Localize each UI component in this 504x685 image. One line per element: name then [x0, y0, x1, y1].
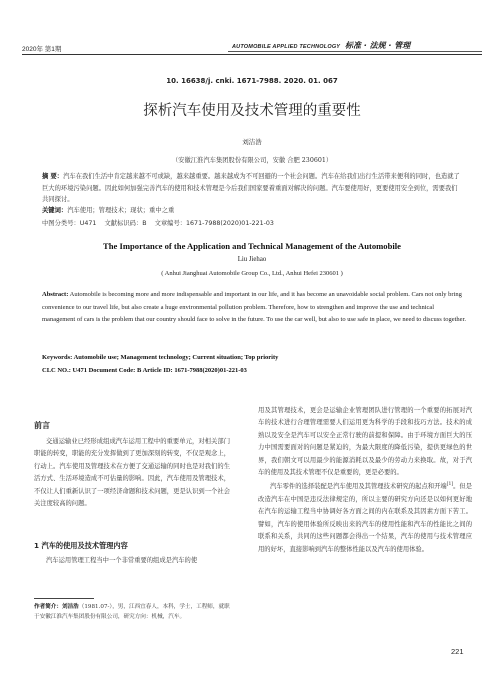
preface-paragraph: 交通运输业已经形成组成汽车运用工程中的重要单元，对相关部门职能的转变，职能的充分发挥做到了更加深刻的转变，不仅是观念上，行动上。汽车使用及管理技术在方便了交通运输的同时也是对我们的生活方式、生活环境造成不可估量的影响。因此，汽车使用及管理技术，不仅让人们重新认识了一项经济命题和技术问题，更是认识到一个社会关注度较高的问题。 [34, 438, 230, 508]
title-en: The Importance of the Application and Technical Management of the Automobile [103, 241, 401, 251]
article-id-label: 文章编号： [154, 220, 187, 227]
issue-label: 2020年 第1期 [22, 46, 62, 53]
doc-code-label: 文献标识码： [104, 220, 143, 227]
keywords-en: Keywords: Automobile use; Management technology; Current situation; Top priority [42, 354, 279, 361]
section-1-paragraph: 汽车运用管理工程当中一个非常重要的组成是汽车的使 [46, 557, 198, 564]
article-id-value: 1671-7988(2020)01-221-03 [186, 220, 274, 227]
author-en: Liu Jiehao [237, 256, 267, 263]
abstract-zh [42, 171, 462, 206]
title-zh: 探析汽车使用及技术管理的重要性 [143, 103, 361, 119]
abstract-en [42, 289, 466, 327]
footnote-rule [34, 598, 94, 599]
preface-body [34, 436, 230, 510]
right-paragraph-2-start: 汽车零件的选择装配是汽车使用及其管理技术研究的起点和开端 [270, 483, 447, 491]
keywords-zh [42, 205, 174, 214]
clc-value: U471 [79, 220, 97, 227]
header-rule [22, 54, 482, 55]
affiliation-en: ( Anhui Jianghuai Automobile Group Co., Ltd., Anhui Hefei 230601 ) [161, 270, 343, 277]
doi[interactable]: 10. 16638/j. cnki. 1671-7988. 2020. 01. 067 [166, 77, 338, 85]
header-accent-rule [228, 51, 482, 52]
right-column [258, 405, 472, 556]
classification-en: CLC NO.: U471 Document Code: B Article ID: 1671-7988(2020)01-221-03 [42, 367, 247, 374]
section-label: 标准 · 法规 · 管理 [345, 41, 411, 50]
affiliation-zh: （安徽江淮汽车集团股份有限公司，安徽 合肥 230601） [171, 157, 333, 164]
journal-name: AUTOMOBILE APPLIED TECHNOLOGY [232, 44, 341, 50]
section-1-heading: 1 汽车的使用及技术管理内容 [34, 541, 128, 550]
abstract-zh-label: 摘 要： [42, 173, 64, 180]
footnote-author: 刘洁浩 [61, 604, 79, 610]
classification-zh [42, 218, 274, 227]
footnote-text: （1981.07-），男，江西宜春人，本科，学士，工程师，就职于安徽江淮汽车集团股份有限公司，研究方向：机械，汽车。 [34, 604, 230, 620]
preface-heading: 前言 [34, 421, 50, 430]
footnote-label: 作者简介： [34, 604, 62, 610]
page-number: 221 [451, 647, 464, 656]
author-zh: 刘洁浩 [242, 138, 262, 146]
citation-ref[interactable]: [1] [446, 482, 454, 488]
abstract-en-label: Abstract: [42, 291, 69, 298]
keywords-zh-label: 关键词： [42, 207, 68, 214]
abstract-en-text: Automobile is becoming more and more indispensable and important in our life, and it has become an unavoidable social problem. Cars not only bring convenience to our travel life, but also create a huge environmental pollution problem. Therefore, how to strengthen and improve the use and technical management of cars is the problem that our country should face to solve in the future. To use the car well, but also to use safe in place, we need to discuss together. [42, 291, 466, 323]
clc-label: 中图分类号： [42, 220, 80, 227]
right-paragraph-2-rest: 。但是改造汽车在中国是违反法律规定的，所以主要的研究方向还是以如何更好地在汽车的运输工程当中协调好各方面之间的内在联系及其因素方面下苦工。譬如，汽车的使用体验所反映出来的汽车的使用性能和汽车的性能比之间的联系和关系，共同的这些问题都会得出一个结果，汽车的使用与技术管理应用的好坏，直接影响到汽车的整体性能以及汽车的使用体验。 [258, 483, 473, 553]
right-paragraph-1: 用及其管理技术，更会是运输企业管理团队进行管理的一个重要的拓展对汽车的技术进行合理管理需要人们运用更为科学的手段和技巧方法。技术的成熟以及安全是汽车可以安全正常行驶的前提和保障。由于环境方面巨大的压力中国需要面对的问题是紧迫的，为最大限度的降低污染，提供更绿色的世界，我们朝文可以用最少的能源消耗以及最少的劳动力来换取。故，对于汽车的使用及其技术管理不仅是重要的，更是必要的。 [258, 407, 472, 477]
abstract-zh-text: 汽车在我们生活中肯定越来越不可或缺，越来越重要。越来越成为不可回避的一个社会问题。汽车在给我们出行生活带来便利的同时，也造就了巨大的环境污染问题。因此如何加强完善汽车的使用和技术管理是今后我们国家要着重面对解决的问题。汽车要使用好，更要使用安全到位，需要我们共同探讨。 [42, 173, 460, 204]
right-paragraph-2 [258, 479, 472, 556]
doc-code-value: B [142, 220, 147, 227]
keywords-zh-text: 汽车使用；管理技术；现状；重中之重 [67, 207, 175, 214]
author-footnote [34, 602, 230, 622]
section-1-body [34, 555, 230, 567]
